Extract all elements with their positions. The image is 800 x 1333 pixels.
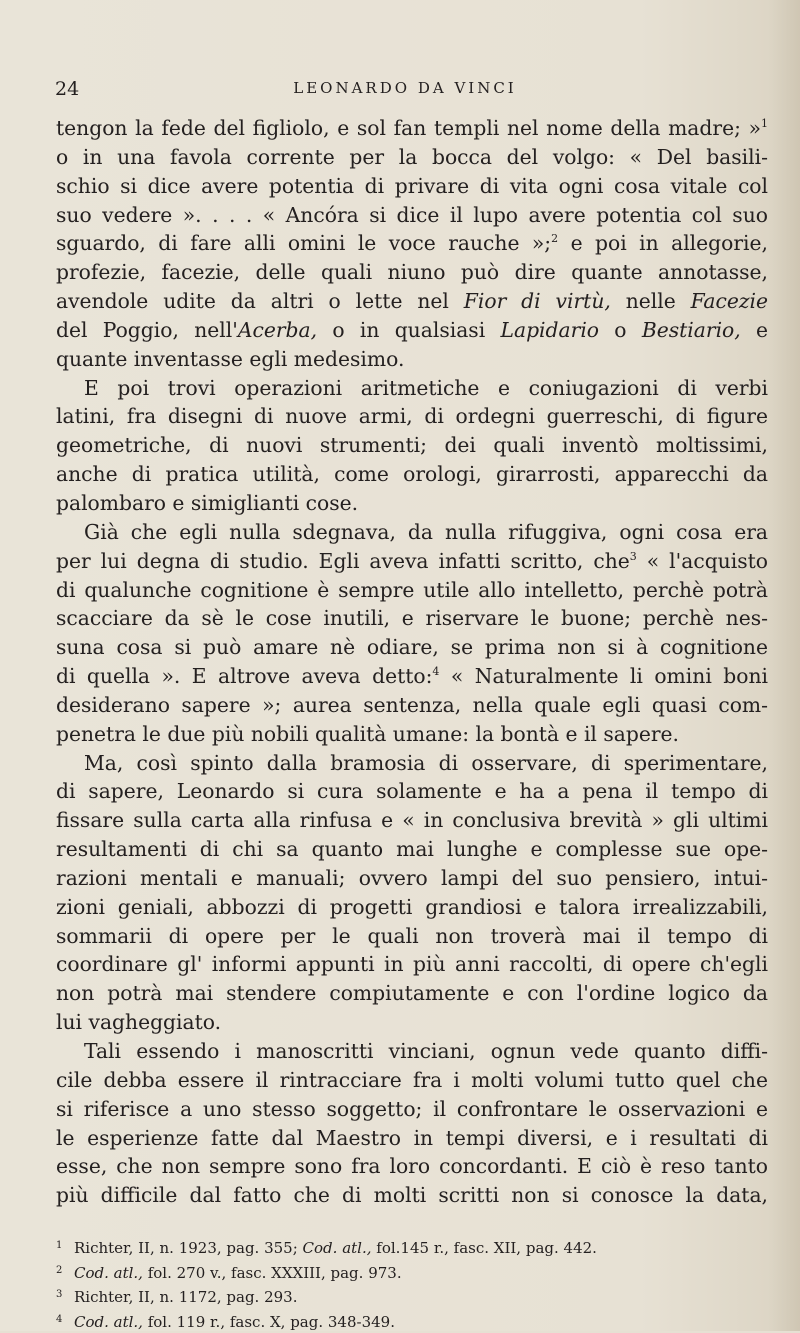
body-text: [56, 114, 768, 1210]
footnote: [56, 1309, 768, 1333]
text-line: [56, 1037, 768, 1066]
text-segment: Già che egli nulla sdegnava, da nulla rifuggiva, ogni cosa era: [84, 520, 768, 544]
text-segment: anche di pratica utilità, come orologi, girarrosti, apparecchi da: [56, 462, 768, 486]
text-segment: penetra le due più nobili qualità umane: la bontà e il sapere.: [56, 722, 679, 746]
text-segment: fissare sulla carta alla rinfusa e « in conclusiva brevità » gli ultimi: [56, 808, 768, 832]
text-segment: schio si dice avere potentia di privare di vita ogni cosa vitale col: [56, 174, 768, 198]
text-segment: suna cosa si può amare nè odiare, se prima non si à cognitione: [56, 635, 768, 659]
text-line: [56, 1152, 768, 1181]
text-line: [56, 1124, 768, 1153]
text-line: [56, 633, 768, 662]
text-segment: o in una favola corrente per la bocca del volgo: « Del basili-: [56, 145, 768, 169]
text-segment: si riferisce a uno stesso soggetto; il confrontare le osservazioni e: [56, 1097, 768, 1121]
text-segment: quante inventasse egli medesimo.: [56, 347, 404, 371]
footnote-mark: 1: [56, 1235, 74, 1257]
text-segment: lui vagheggiato.: [56, 1010, 221, 1034]
text-segment: del Poggio, nell': [56, 318, 238, 342]
text-line: [56, 749, 768, 778]
text-segment: tengon la fede del figliolo, e sol fan templi nel nome della madre; »: [56, 116, 761, 140]
text-line: [56, 431, 768, 460]
footnote-text: fol. 119 r., fasc. X, pag. 348-349.: [143, 1313, 395, 1331]
text-line: [56, 518, 768, 547]
footnote-text: fol.145 r., fasc. XII, pag. 442.: [372, 1239, 597, 1257]
text-line: [56, 662, 768, 691]
text-line: [56, 576, 768, 605]
text-segment: « l'acquisto: [637, 549, 768, 573]
text-line: [56, 922, 768, 951]
footnotes: [56, 1235, 768, 1333]
text-segment: o: [599, 318, 642, 342]
text-segment: sommarii di opere per le quali non troverà mai il tempo di: [56, 924, 768, 948]
text-line: [56, 402, 768, 431]
text-line: [56, 893, 768, 922]
italic-title: Lapidario: [501, 318, 600, 342]
text-line: [56, 691, 768, 720]
text-segment: scacciare da sè le cose inutili, e riservare le buone; perchè nes-: [56, 606, 768, 630]
footnote-text: Richter, II, n. 1923, pag. 355;: [74, 1239, 303, 1257]
footnote-text: Richter, II, n. 1172, pag. 293.: [74, 1288, 298, 1306]
footnote-italic-text: Cod. atl.,: [74, 1264, 143, 1282]
text-line: [56, 287, 768, 316]
footnote-reference: 3: [630, 550, 637, 563]
text-segment: non potrà mai stendere compiutamente e con l'ordine logico da: [56, 981, 768, 1005]
text-line: [56, 1181, 768, 1210]
text-segment: razioni mentali e manuali; ovvero lampi del suo pensiero, intui-: [56, 866, 768, 890]
footnote: [56, 1260, 768, 1285]
text-segment: o in qualsiasi: [317, 318, 500, 342]
text-line: [56, 1008, 768, 1037]
text-line: [56, 114, 768, 143]
footnote-reference: 4: [432, 665, 439, 678]
italic-title: Fior di virtù,: [464, 289, 611, 313]
footnote-text: fol. 270 v., fasc. XXXIII, pag. 973.: [143, 1264, 402, 1282]
text-line: [56, 950, 768, 979]
italic-title: Bestiario,: [642, 318, 741, 342]
text-segment: e: [741, 318, 768, 342]
text-segment: di quella ». E altrove aveva detto:: [56, 664, 432, 688]
text-line: [56, 143, 768, 172]
text-segment: per lui degna di studio. Egli aveva infatti scritto, che: [56, 549, 630, 573]
text-segment: sguardo, di fare alli omini le voce rauche »;: [56, 231, 551, 255]
page-header: [55, 78, 755, 102]
text-line: [56, 864, 768, 893]
text-segment: e poi in allegorie,: [558, 231, 768, 255]
text-segment: geometriche, di nuovi strumenti; dei quali inventò moltissimi,: [56, 433, 768, 457]
text-line: [56, 547, 768, 576]
footnote: [56, 1235, 768, 1260]
text-segment: desiderano sapere »; aurea sentenza, nella quale egli quasi com-: [56, 693, 768, 717]
footnote-italic-text: Cod. atl.,: [303, 1239, 372, 1257]
text-line: [56, 374, 768, 403]
text-line: [56, 777, 768, 806]
text-line: [56, 172, 768, 201]
text-line: [56, 258, 768, 287]
text-segment: avendole udite da altri o lette nel: [56, 289, 464, 313]
text-segment: più difficile dal fatto che di molti scritti non si conosce la data,: [56, 1183, 768, 1207]
text-segment: cile debba essere il rintracciare fra i molti volumi tutto quel che: [56, 1068, 768, 1092]
running-title: LEONARDO DA VINCI: [55, 79, 755, 97]
text-segment: latini, fra disegni di nuove armi, di ordegni guerreschi, di figure: [56, 404, 768, 428]
footnote-italic-text: Cod. atl.,: [74, 1313, 143, 1331]
italic-title: Acerba,: [238, 318, 317, 342]
text-segment: di sapere, Leonardo si cura solamente e ha a pena il tempo di: [56, 779, 768, 803]
text-segment: resultamenti di chi sa quanto mai lunghe e complesse sue ope-: [56, 837, 768, 861]
text-segment: palombaro e simiglianti cose.: [56, 491, 358, 515]
text-line: [56, 979, 768, 1008]
text-segment: « Naturalmente li omini boni: [439, 664, 768, 688]
text-line: [56, 489, 768, 518]
text-segment: nelle: [611, 289, 691, 313]
text-line: [56, 229, 768, 258]
text-line: [56, 316, 768, 345]
text-segment: E poi trovi operazioni aritmetiche e coniugazioni di verbi: [84, 376, 768, 400]
text-segment: le esperienze fatte dal Maestro in tempi diversi, e i resultati di: [56, 1126, 768, 1150]
footnote: [56, 1284, 768, 1309]
text-line: [56, 1095, 768, 1124]
footnote-mark: 4: [56, 1309, 74, 1331]
text-line: [56, 1066, 768, 1095]
page-number: 24: [55, 78, 79, 100]
text-line: [56, 720, 768, 749]
text-line: [56, 345, 768, 374]
text-segment: zioni geniali, abbozzi di progetti grandiosi e talora irrealizzabili,: [56, 895, 768, 919]
footnote-reference: 2: [551, 232, 558, 245]
text-segment: suo vedere ». . . . « Ancóra si dice il lupo avere potentia col suo: [56, 203, 768, 227]
text-segment: profezie, facezie, delle quali niuno può dire quante annotasse,: [56, 260, 768, 284]
footnote-reference: 1: [761, 117, 768, 130]
text-line: [56, 604, 768, 633]
text-line: [56, 806, 768, 835]
text-line: [56, 460, 768, 489]
footnote-mark: 2: [56, 1260, 74, 1282]
text-line: [56, 201, 768, 230]
text-segment: esse, che non sempre sono fra loro concordanti. E ciò è reso tanto: [56, 1154, 768, 1178]
text-segment: di qualunche cognitione è sempre utile allo intelletto, perchè potrà: [56, 578, 768, 602]
italic-title: Facezie: [691, 289, 768, 313]
text-segment: coordinare gl' informi appunti in più anni raccolti, di opere ch'egli: [56, 952, 768, 976]
text-segment: Tali essendo i manoscritti vinciani, ognun vede quanto diffi-: [84, 1039, 768, 1063]
footnote-mark: 3: [56, 1284, 74, 1306]
text-segment: Ma, così spinto dalla bramosia di osservare, di sperimentare,: [84, 751, 768, 775]
text-line: [56, 835, 768, 864]
